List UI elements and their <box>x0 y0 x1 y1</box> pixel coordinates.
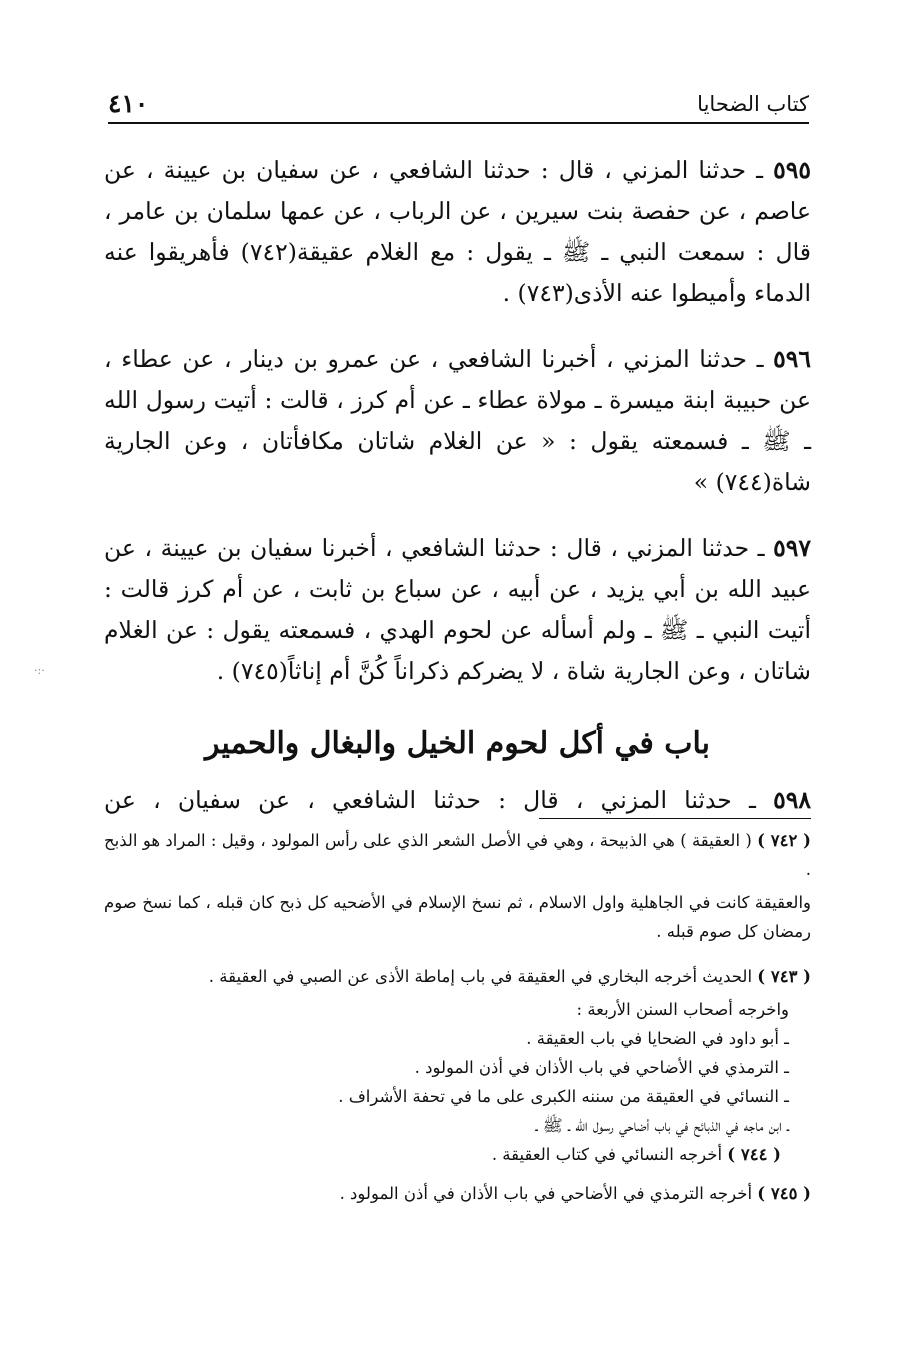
hadith-598 <box>104 780 811 821</box>
footnote-number: ( ٧٤٢ ) <box>757 831 811 850</box>
footnote-text: أخرجه النسائي في كتاب العقيقة . <box>491 1145 728 1164</box>
hadith-text: ـ حدثنا المزني ، قال : حدثنا الشافعي ، عن سفيان ، عن <box>104 786 774 814</box>
footnote-number: ( ٧٤٤ ) <box>727 1145 781 1164</box>
hadith-number: ٥٩٨ <box>773 786 811 814</box>
hadith-number: ٥٩٦ <box>773 345 811 373</box>
footnote-743-line: ـ الترمذي في الأضاحي في باب الأذان في أذن المولود . <box>414 1058 789 1077</box>
footnote-744 <box>104 1140 811 1169</box>
margin-speck: ·:· <box>34 664 45 677</box>
page-header <box>108 86 809 124</box>
footnote-text: ( العقيقة ) هي الذبيحة ، وهي في الأصل الشعر الذي على رأس المولود ، وقيل : المراد هو الذبح . <box>104 831 811 879</box>
footnote-743 <box>104 962 811 991</box>
footnote-743-line: واخرجه أصحاب السنن الأربعة : <box>576 1000 789 1019</box>
page-number: ٤١٠ <box>108 89 149 118</box>
hadith-number: ٥٩٥ <box>773 156 811 184</box>
hadith-595 <box>104 150 811 314</box>
footnote-743-line: ـ ابن ماجه في الذبائح في باب أضاحي رسول الله ـ ﷺ ـ <box>535 1116 789 1135</box>
footnote-745 <box>104 1179 811 1208</box>
hadith-text: ـ حدثنا المزني ، أخبرنا الشافعي ، عن عمرو بن دينار ، عن عطاء ، عن حبيبة ابنة ميسرة ـ مولاة عطاء ـ عن أم كرز ، قالت : أتيت رسول الله ـ ﷺ ـ فسمعته يقول : « عن الغلام شاتان مكافأتان ، وعن الجارية شاة(٧٤٤) » <box>104 345 811 496</box>
footnote-number: ( ٧٤٥ ) <box>757 1184 811 1203</box>
footnote-743-line: ـ أبو داود في الضحايا في باب العقيقة . <box>526 1029 789 1048</box>
footnote-text: الحديث أخرجه البخاري في العقيقة في باب إماطة الأذى عن الصبي في العقيقة . <box>208 967 758 986</box>
hadith-596 <box>104 339 811 503</box>
footnote-text: أخرجه الترمذي في الأضاحي في باب الأذان في أذن المولود . <box>339 1184 758 1203</box>
hadith-text: ـ حدثنا المزني ، قال : حدثنا الشافعي ، عن سفيان بن عيينة ، عن عاصم ، عن حفصة بنت سيرين ، عن الرباب ، عن عمها سلمان بن عامر ، قال : سمعت النبي ـ ﷺ ـ يقول : مع الغلام عقيقة(٧٤٢) فأهريقوا عنه الدماء وأميطوا عنه الأذى(٧٤٣) . <box>104 156 811 307</box>
hadith-number: ٥٩٧ <box>773 534 811 562</box>
footnote-number: ( ٧٤٣ ) <box>757 967 811 986</box>
footnotes <box>104 826 811 1212</box>
footnote-742 <box>104 826 811 884</box>
section-title: باب في أكل لحوم الخيل والبغال والحمير <box>205 726 710 761</box>
running-title: كتاب الضحايا <box>697 92 809 116</box>
hadith-text: ـ حدثنا المزني ، قال : حدثنا الشافعي ، أخبرنا سفيان بن عيينة ، عن عبيد الله بن أبي يزيد ، عن أبيه ، عن سباع بن ثابت ، عن أم كرز قالت : أتيت النبي ـ ﷺ ـ ولم أسأله عن لحوم الهدي ، فسمعته يقول : عن الغلام شاتان ، وعن الجارية شاة ، لا يضركم ذكراناً كُنَّ أم إناثاً(٧٤٥) . <box>104 534 811 685</box>
footnote-separator <box>539 818 811 819</box>
footnote-742-continuation: والعقيقة كانت في الجاهلية واول الاسلام ، ثم نسخ الإسلام في الأضحيه كل ذبح كان قبله ، كما نسخ صوم رمضان كل صوم قبله . <box>104 893 811 941</box>
main-text <box>104 150 811 821</box>
hadith-597 <box>104 528 811 692</box>
footnote-743-line: ـ النسائي في العقيقة من سننه الكبرى على ما في تحفة الأشراف . <box>338 1087 789 1106</box>
